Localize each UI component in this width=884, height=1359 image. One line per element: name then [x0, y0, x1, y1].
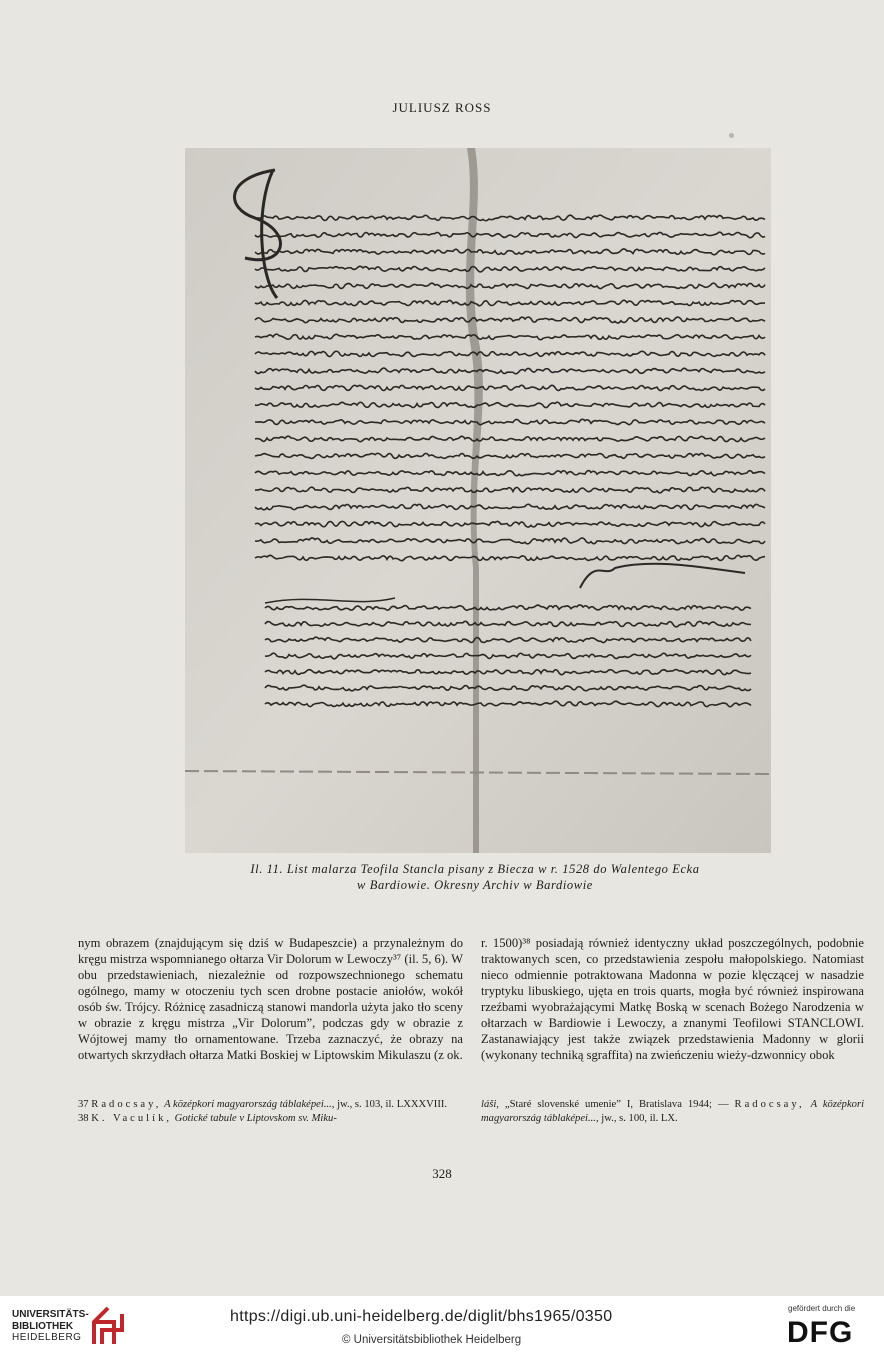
footnote-37-number: 37: [78, 1099, 89, 1110]
footnote-38: [78, 1112, 463, 1126]
footnotes-left: [78, 1098, 463, 1125]
library-name-line-3: HEIDELBERG: [12, 1332, 82, 1343]
footnote-38-number: 38: [78, 1112, 89, 1124]
body-column-left: [78, 935, 463, 1063]
library-name-line-2: BIBLIOTHEK: [12, 1320, 74, 1332]
footnote-38-title-2: A középkori magyarország táblaképei...,: [481, 1099, 865, 1124]
footnotes-right: [481, 1098, 864, 1125]
running-head: JULIUSZ ROSS: [392, 100, 492, 115]
footnote-38-author-2: Radocsay,: [734, 1099, 805, 1110]
body-paragraph-right: r. 1500)³⁸ posiadają również identyczny układ poszczególnych, podobnie traktowanych scen, co przedstawienia zespołu małopolskiego. Natomiast nieco odmiennie potraktowana Madonna w pozie klęczącej w nasadzie tryptyku libuskiego, ujęta en trois quarts, mogła być również inspirowana rzeźbami wyobrażającymi Matkę Boską w scenach Bożego Narodzenia w ołtarzach w Bardiowie i Lewoczy, a znanymi Teofilowi STANCLOWI. Zastanawiający jest także związek przedstawienia Madonny w glorii (wykonany techniką sgraffita) na zwieńczeniu wieży-dzwonnicy obok: [481, 936, 864, 1062]
library-logo-icon[interactable]: [90, 1304, 126, 1350]
manuscript-letter-image: [185, 148, 771, 853]
footnote-38-cont-b: „Staré slovenské umenie” I, Bratislava 1944; —: [504, 1099, 729, 1110]
footnote-38-title: Gotické tabule v Liptovskom sv. Miku-: [174, 1112, 337, 1124]
funder-label: gefördert durch die: [788, 1304, 856, 1313]
footnote-37-title: A középkori magyarország táblaképei...,: [164, 1099, 335, 1110]
figure-caption: [150, 861, 800, 893]
caption-line-2: w Bardiowie. Okresny Archiv w Bardiowie: [357, 878, 593, 892]
library-name[interactable]: [12, 1309, 89, 1344]
footnote-38-author: K. Vaculík,: [91, 1112, 173, 1124]
dfg-logo[interactable]: DFG: [787, 1316, 854, 1349]
viewer-footer: [0, 1296, 884, 1359]
page-speck: [729, 133, 734, 138]
footnote-38-rest: jw., s. 100, il. LX.: [601, 1112, 678, 1124]
body-paragraph-left: nym obrazem (znajdującym się dziś w Budapeszcie) a przynależnym do kręgu mistrza wspomnianego ołtarza Vir Dolorum w Lewoczy³⁷ (il. 5, 6). W obu przedstawieniach, niezależnie od rozpowszechnionego schematu ogólnego, mamy w otoczeniu tych scen drobne postacie aniołów, wokół osób św. Trójcy. Różnicę zasadniczą stanowi mandorla użyta jako tło sceny w obrazie z kręgu mistrza „Vir Dolorum”, podczas gdy w obrazie z Wójtowej mamy tło ornamentowane. Trzeba zaznaczyć, że obrazy na otwartych skrzydłach ołtarza Matki Boskiej w Liptowskim Mikulaszu (z ok.: [78, 936, 463, 1062]
page-number: 328: [432, 1166, 452, 1181]
footnote-38-cont-a: láši,: [481, 1099, 499, 1110]
permalink-url[interactable]: https://digi.ub.uni-heidelberg.de/diglit/bhs1965/0350: [230, 1308, 613, 1325]
manuscript-letter-photo: [185, 148, 771, 853]
footnote-37-author: Radocsay,: [91, 1099, 162, 1110]
footnote-38-continued: [481, 1098, 864, 1125]
footnote-37: [78, 1098, 463, 1112]
library-name-line-1: UNIVERSITÄTS-: [12, 1309, 89, 1320]
body-column-right: [481, 935, 864, 1063]
footnote-37-rest: jw., s. 103, il. LXXXVIII.: [337, 1099, 448, 1110]
caption-line-1: Il. 11. List malarza Teofila Stancla pisany z Biecza w r. 1528 do Walentego Ecka: [250, 862, 700, 876]
copyright-notice: © Universitätsbibliothek Heidelberg: [342, 1334, 522, 1346]
